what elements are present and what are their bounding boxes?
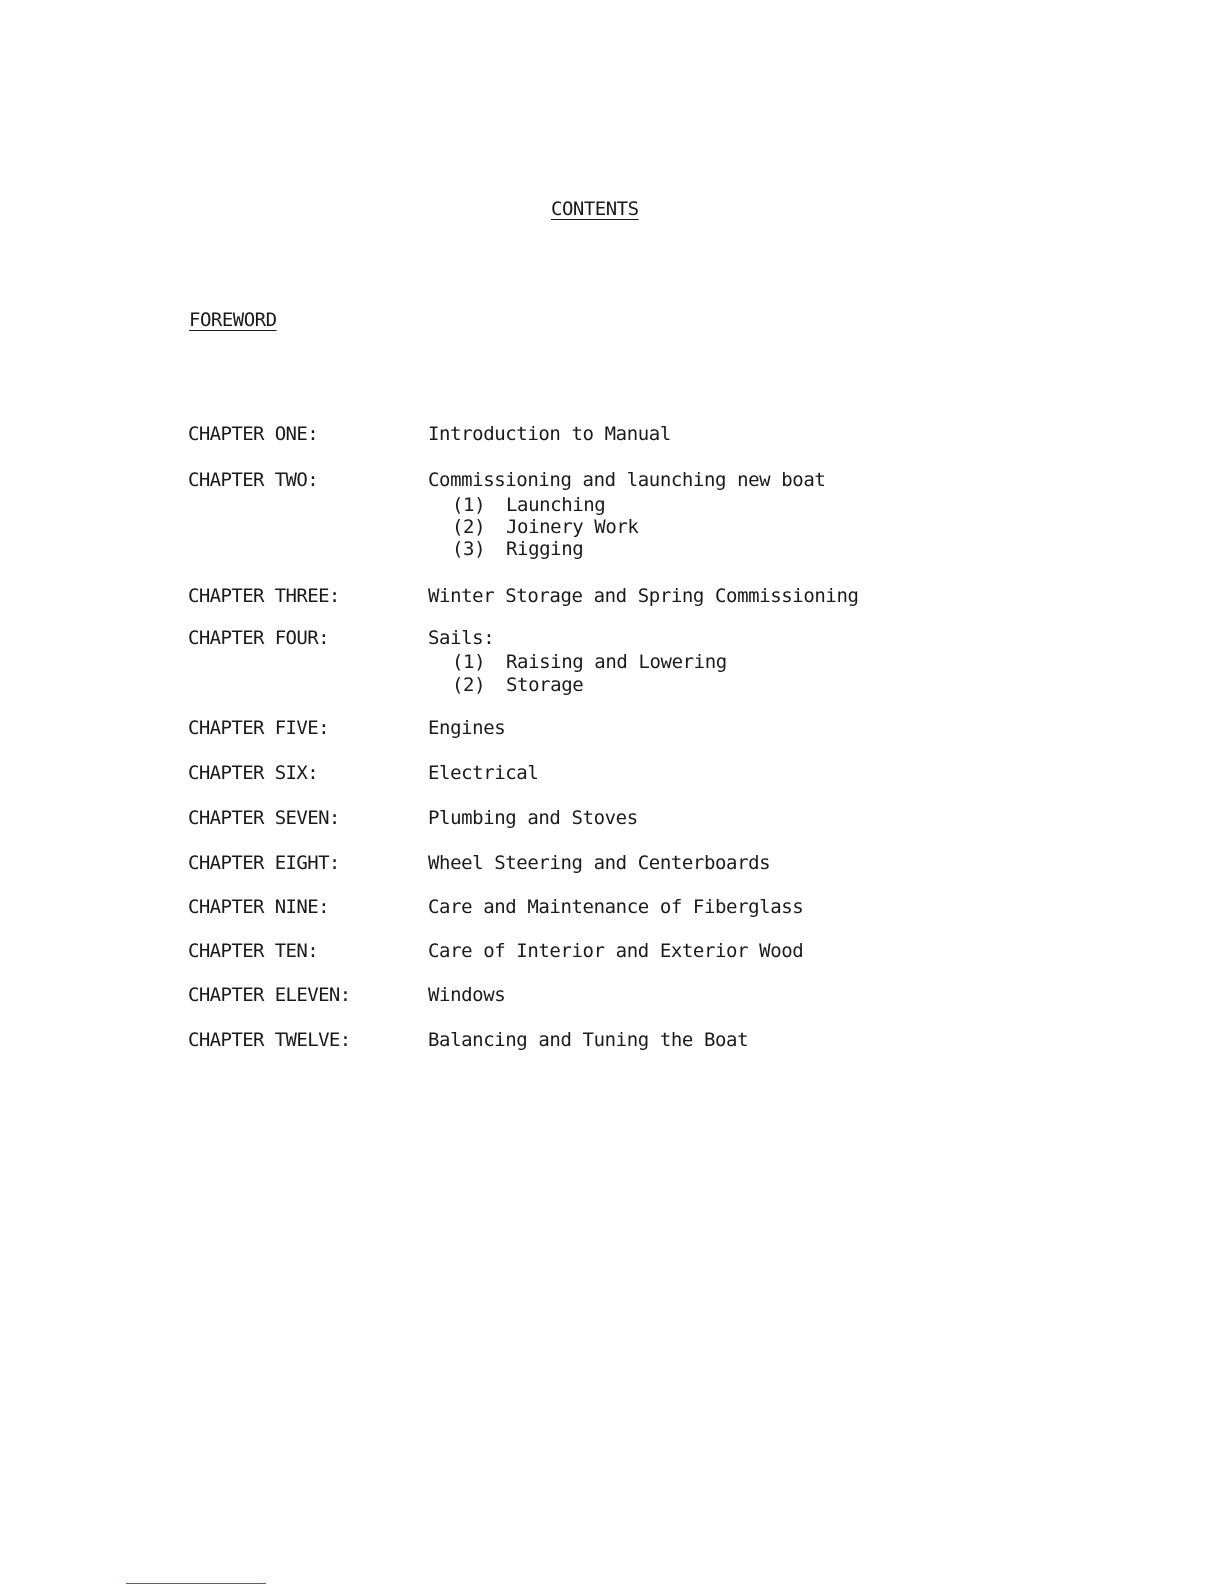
subitem — [452, 651, 727, 673]
subitem-text: Storage — [506, 674, 584, 696]
chapter-title: Windows — [428, 984, 506, 1006]
subitem-number: (1) — [452, 494, 486, 516]
subitem-number: (3) — [452, 538, 486, 560]
subitem-text: Joinery Work — [506, 516, 639, 538]
foreword-heading: FOREWORD — [189, 309, 277, 331]
subitem — [452, 516, 638, 538]
chapter-title: Engines — [428, 717, 506, 739]
chapter-title: Wheel Steering and Centerboards — [428, 852, 771, 874]
chapter-title: Winter Storage and Spring Commissioning — [428, 585, 859, 607]
subitem — [452, 494, 605, 516]
subitem-number: (1) — [452, 651, 486, 673]
page-title: CONTENTS — [551, 198, 639, 220]
subitem-number: (2) — [452, 674, 486, 696]
subitem — [452, 538, 583, 560]
chapter-label: CHAPTER TWO: — [188, 469, 319, 491]
page-edge-line — [126, 1583, 266, 1584]
chapter-label: CHAPTER THREE: — [188, 585, 340, 607]
chapter-label: CHAPTER ONE: — [188, 423, 319, 445]
chapter-title: Introduction to Manual — [428, 423, 671, 445]
chapter-label: CHAPTER EIGHT: — [188, 852, 340, 874]
chapter-label: CHAPTER ELEVEN: — [188, 984, 351, 1006]
chapter-title: Care of Interior and Exterior Wood — [428, 940, 804, 962]
chapter-label: CHAPTER FOUR: — [188, 627, 329, 649]
chapter-label: CHAPTER SEVEN: — [188, 807, 340, 829]
chapter-label: CHAPTER SIX: — [188, 762, 319, 784]
chapter-label: CHAPTER NINE: — [188, 896, 329, 918]
chapter-title: Electrical — [428, 762, 539, 784]
subitem-text: Raising and Lowering — [506, 651, 727, 673]
subitem-text: Rigging — [506, 538, 584, 560]
chapter-label: CHAPTER FIVE: — [188, 717, 329, 739]
subitem — [452, 674, 583, 696]
subitem-text: Launching — [506, 494, 606, 516]
chapter-label: CHAPTER TWELVE: — [188, 1029, 351, 1051]
subitem-number: (2) — [452, 516, 486, 538]
chapter-label: CHAPTER TEN: — [188, 940, 319, 962]
chapter-title: Commissioning and launching new boat — [428, 469, 826, 491]
chapter-title: Sails: — [428, 627, 495, 649]
chapter-title: Care and Maintenance of Fiberglass — [428, 896, 804, 918]
chapter-title: Plumbing and Stoves — [428, 807, 638, 829]
chapter-title: Balancing and Tuning the Boat — [428, 1029, 749, 1051]
